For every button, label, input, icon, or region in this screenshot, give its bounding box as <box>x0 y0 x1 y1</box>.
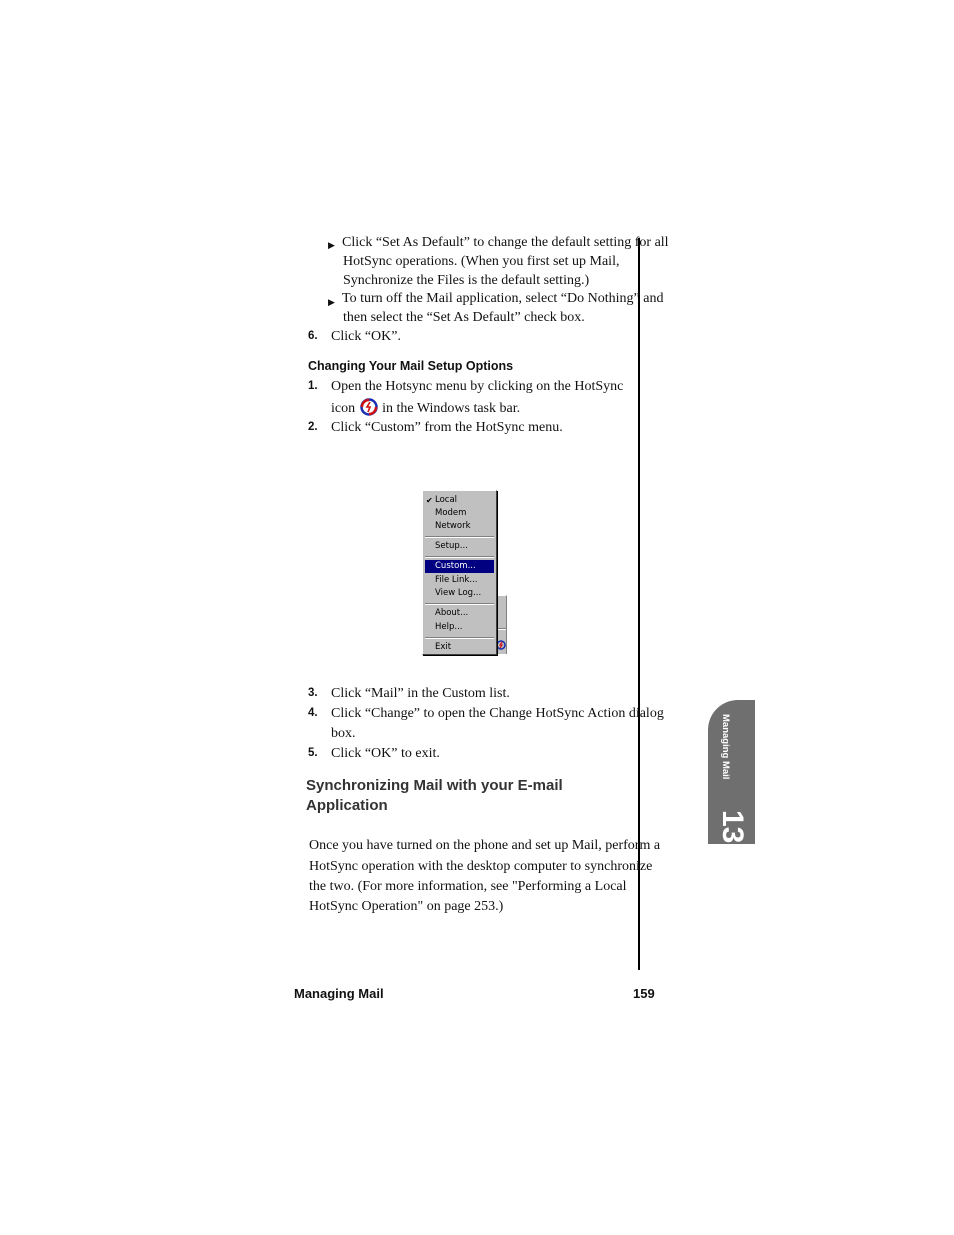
menu-separator <box>425 637 494 639</box>
step-text: Click “Change” to open the Change HotSync Action dialog <box>331 706 664 721</box>
paragraph-line: HotSync operation with the desktop computer to synchronize <box>309 859 653 874</box>
subheading: Changing Your Mail Setup Options <box>308 359 514 373</box>
menu-item-custom[interactable]: Custom... <box>425 560 494 573</box>
step-number: 1. <box>308 380 318 392</box>
step-text: box. <box>331 726 356 741</box>
hotsync-icon <box>359 398 379 416</box>
menu-item-file-link[interactable]: File Link... <box>435 575 478 585</box>
chapter-tab <box>708 700 755 844</box>
step-text <box>331 398 520 419</box>
menu-separator <box>425 556 494 558</box>
step-number: 2. <box>308 421 318 433</box>
paragraph-line: HotSync Operation" on page 253.) <box>309 899 504 914</box>
menu-item-network[interactable]: Network <box>435 521 471 531</box>
menu-separator <box>425 536 494 538</box>
bullet-arrow: ▶ <box>328 240 335 250</box>
step-text: Click “OK”. <box>331 329 401 344</box>
section-heading-line: Synchronizing Mail with your E-mail <box>306 777 563 794</box>
menu-item-about[interactable]: About... <box>435 608 469 618</box>
paragraph-line: Once you have turned on the phone and set up Mail, perform a <box>309 838 661 853</box>
hotsync-menu-screenshot <box>420 488 508 656</box>
menu-separator <box>425 603 494 605</box>
step-text-part: in the Windows task bar. <box>382 401 521 416</box>
section-heading <box>306 776 563 816</box>
step-number: 3. <box>308 687 318 699</box>
checkmark-icon: ✔ <box>426 496 433 505</box>
menu-item-modem[interactable]: Modem <box>435 508 467 518</box>
bullet-line: To turn off the Mail application, select “Do Nothing” and <box>342 291 664 306</box>
menu-item-exit[interactable]: Exit <box>435 642 452 652</box>
step-text: Click “OK” to exit. <box>331 746 440 761</box>
chapter-number: 13 <box>716 810 749 844</box>
menu-item-label: Local <box>435 495 458 505</box>
footer-title: Managing Mail <box>294 986 384 1001</box>
menu-item-setup[interactable]: Setup... <box>435 541 468 551</box>
step-number: 5. <box>308 747 318 759</box>
step-text-part: icon <box>331 401 356 416</box>
bullet-line: then select the “Set As Default” check box. <box>343 310 585 325</box>
chapter-tab-label: Managing Mail <box>720 714 731 780</box>
page-number: 159 <box>633 986 655 1001</box>
taskbar-divider <box>496 628 506 630</box>
step-number: 6. <box>308 330 318 342</box>
paragraph-line: the two. (For more information, see "Performing a Local <box>309 879 627 894</box>
step-text: Click “Mail” in the Custom list. <box>331 686 510 701</box>
step-text: Click “Custom” from the HotSync menu. <box>331 420 563 435</box>
step-number: 4. <box>308 707 318 719</box>
section-heading-line: Application <box>306 797 388 814</box>
bullet-line: HotSync operations. (When you first set up Mail, <box>343 254 620 269</box>
menu-item-view-log[interactable]: View Log... <box>435 588 482 598</box>
bullet-line: Click “Set As Default” to change the default setting for all <box>342 235 669 250</box>
menu-item-help[interactable]: Help... <box>435 622 463 632</box>
bullet-arrow: ▶ <box>328 297 335 307</box>
taskbar-hotsync-icon <box>496 638 506 650</box>
step-text: Open the Hotsync menu by clicking on the HotSync <box>331 379 624 394</box>
bullet-line: Synchronize the Files is the default setting.) <box>343 273 590 288</box>
hotsync-menu <box>422 490 497 655</box>
menu-item-local[interactable] <box>425 494 494 507</box>
